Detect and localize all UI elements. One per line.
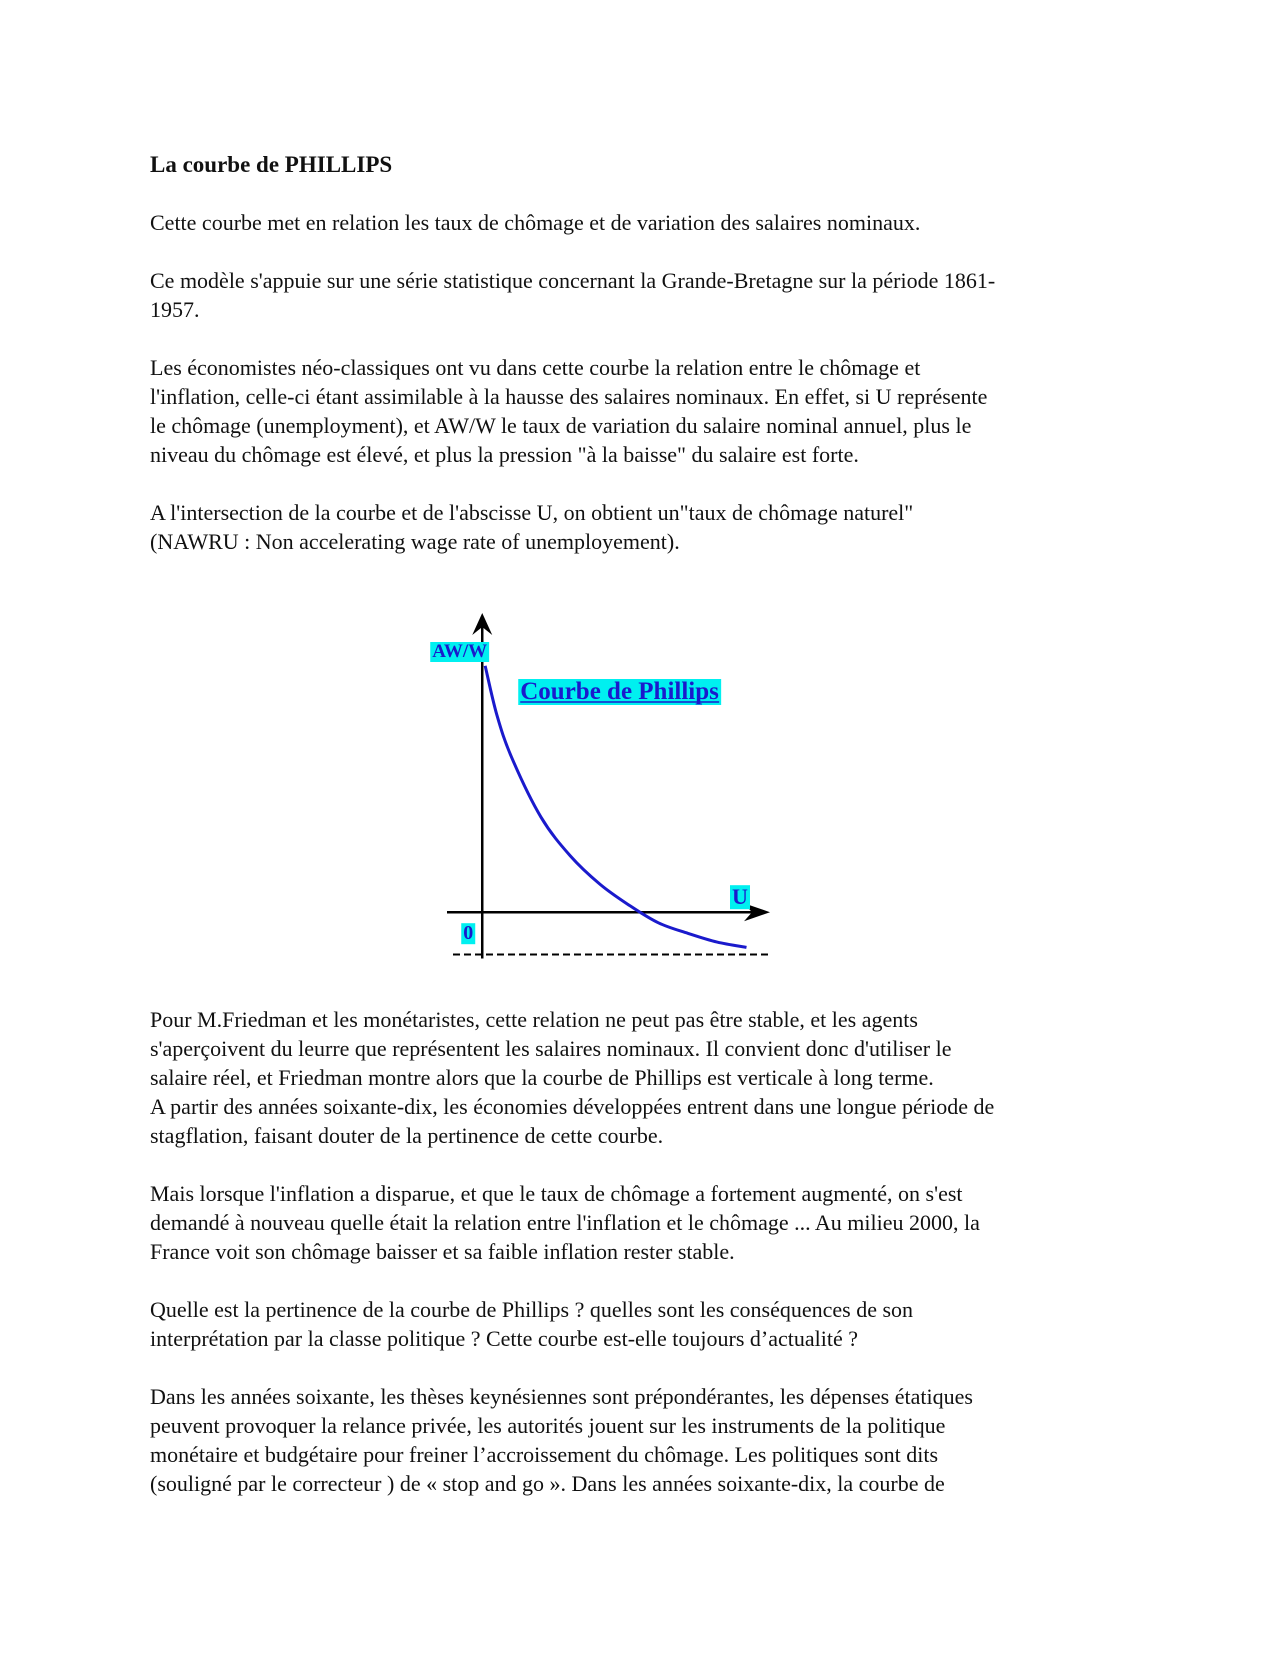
x-axis-label: U	[732, 884, 748, 910]
paragraph-line: Quelle est la pertinence de la courbe de Phillips ? quelles sont les conséquences de son	[150, 1297, 914, 1322]
paragraph-line: demandé à nouveau quelle était la relation entre l'inflation et le chômage ... Au milieu 2000, la	[150, 1210, 980, 1235]
paragraph-line: niveau du chômage est élevé, et plus la pression "à la baisse" du salaire est forte.	[150, 442, 859, 467]
top-paragraph-0	[150, 208, 1130, 237]
document-page	[150, 150, 1130, 1527]
paragraph-line: France voit son chômage baisser et sa faible inflation rester stable.	[150, 1239, 735, 1264]
paragraph-line: peuvent provoquer la relance privée, les autorités jouent sur les instruments de la politique	[150, 1413, 946, 1438]
paragraph-line: salaire réel, et Friedman montre alors que la courbe de Phillips est verticale à long terme.	[150, 1065, 934, 1090]
paragraph-line: Les économistes néo-classiques ont vu dans cette courbe la relation entre le chômage et	[150, 355, 921, 380]
top-paragraph-1	[150, 266, 1130, 324]
paragraph-line: monétaire et budgétaire pour freiner l’accroissement du chômage. Les politiques sont dits	[150, 1442, 939, 1467]
paragraph-line: interprétation par la classe politique ? Cette courbe est-elle toujours d’actualité ?	[150, 1326, 858, 1351]
y-axis-label: AW/W	[432, 641, 488, 662]
bottom-paragraphs	[150, 1005, 1130, 1498]
paragraph-line: Ce modèle s'appuie sur une série statistique concernant la Grande-Bretagne sur la période 1861-	[150, 268, 996, 293]
paragraph-line: stagflation, faisant douter de la pertinence de cette courbe.	[150, 1123, 664, 1148]
phillips-chart	[150, 585, 1130, 1005]
phillips-curve-series	[485, 666, 746, 948]
paragraph-line: 1957.	[150, 297, 200, 322]
top-paragraph-3	[150, 498, 1130, 556]
paragraph-line: A partir des années soixante-dix, les économies développées entrent dans une longue période de	[150, 1094, 995, 1119]
paragraph-line: A l'intersection de la courbe et de l'abscisse U, on obtient un"taux de chômage naturel"	[150, 500, 914, 525]
document-title: La courbe de PHILLIPS	[150, 152, 393, 177]
bottom-paragraph-2	[150, 1295, 1130, 1353]
paragraph-line: (NAWRU : Non accelerating wage rate of unemployement).	[150, 529, 680, 554]
paragraph-line: Pour M.Friedman et les monétaristes, cette relation ne peut pas être stable, et les agents	[150, 1007, 918, 1032]
bottom-paragraph-0	[150, 1005, 1130, 1150]
paragraph-line: (souligné par le correcteur ) de « stop and go ». Dans les années soixante-dix, la courbe de	[150, 1471, 945, 1496]
top-paragraphs	[150, 208, 1130, 556]
chart-title: Courbe de Phillips	[520, 678, 719, 705]
bottom-paragraph-1	[150, 1179, 1130, 1266]
phillips-figure	[150, 585, 1130, 1005]
paragraph-line: Dans les années soixante, les thèses keynésiennes sont prépondérantes, les dépenses étatiques	[150, 1384, 973, 1409]
top-paragraph-2	[150, 353, 1130, 469]
paragraph-line: Mais lorsque l'inflation a disparue, et que le taux de chômage a fortement augmenté, on s'est	[150, 1181, 963, 1206]
bottom-paragraph-3	[150, 1382, 1130, 1498]
paragraph-line: Cette courbe met en relation les taux de chômage et de variation des salaires nominaux.	[150, 210, 921, 235]
paragraph-line: le chômage (unemployment), et AW/W le taux de variation du salaire nominal annuel, plus le	[150, 413, 972, 438]
paragraph-line: s'aperçoivent du leurre que représentent les salaires nominaux. Il convient donc d'utiliser le	[150, 1036, 952, 1061]
paragraph-line: l'inflation, celle-ci étant assimilable à la hausse des salaires nominaux. En effet, si U représente	[150, 384, 988, 409]
origin-label: 0	[463, 922, 474, 945]
